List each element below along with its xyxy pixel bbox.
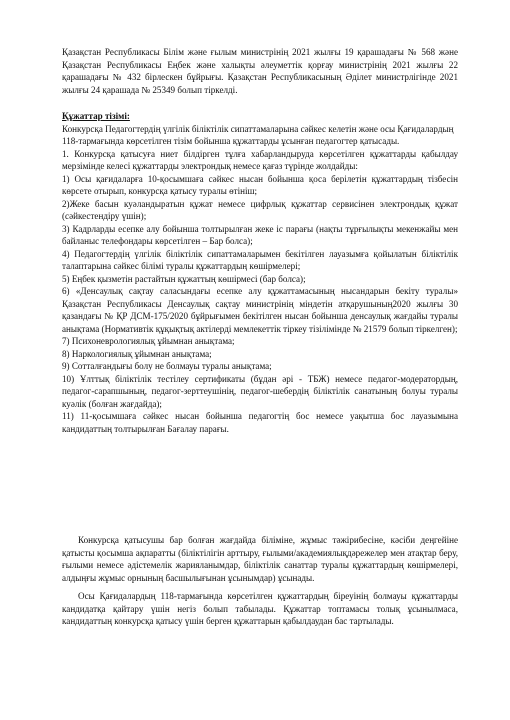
list-item: 9) Сотталғандығы болу не болмауы туралы анықтама;	[62, 361, 272, 371]
documents-preamble: Конкурсқа Педагогтердің үлгілік біліктілік сипаттамаларына сәйкес келетін және осы Қағидалардың 118-тармағында көрсетілген тізім бойынша құжаттарды ұсынған педагогтер қатысады.	[62, 123, 454, 146]
list-item: 2)Жеке басын куәландыратын құжат немесе цифрлық құжаттар сервисінен электрондық құжат (сәйкестендіру үшін);	[62, 198, 458, 221]
list-item: 10) Ұлттық біліктілік тестілеу сертификаты (бұдан әрі - ТБЖ) немесе педагог-модератордың, педагог-сарапшының, педагог-зерттеушінің, педагог-шебердің біліктілік санатының болуы туралы куәлік (болған жағдайда);	[62, 373, 458, 409]
blank-spacer	[62, 435, 458, 534]
list-item: 5) Еңбек қызметін растайтын құжаттың көшірмесі (бар болса);	[62, 273, 306, 284]
list-item: 8) Наркологиялық ұйымнан анықтама;	[62, 348, 212, 359]
list-item: 3) Кадрларды есепке алу бойынша толтырылған жеке іс парағы (нақты тұрғылықты мекенжайы мен байланыс телефондары көрсетілген – Бар болса);	[62, 223, 458, 246]
order-reference-paragraph: Қазақстан Республикасы Білім және ғылым министрінің 2021 жылғы 19 қарашадағы № 568 және Қазақстан Республикасы Еңбек және халықты әлеуметтік қорғау министрінің 2021 жылғы 22 қарашадағы № 432 бірлескен бұйрығы. Қазақстан Республикасының Әділет министрлігінде 2021 жылғы 24 қарашада № 25349 болып тіркелді.	[62, 47, 458, 95]
list-item: 11) 11-қосымшаға сәйкес нысан бойынша педагогтің бос немесе уақытша бос лауазымына кандидаттың толтырылған Бағалау парағы.	[62, 411, 458, 434]
list-item: 7) Психоневрологиялық ұйымнан анықтама;	[62, 336, 235, 346]
list-item: 1. Конкурсқа қатысуға ниет білдірген тұлға хабарландыруда көрсетілген құжаттарды қабылдау мерзімінде келесі құжаттарды электрондық немесе қағаз түрінде жолдайды:	[62, 148, 458, 171]
closing-paragraph: Осы Қағидалардың 118-тармағында көрсетілген құжаттардың біреуінің болмауы құжаттарды кандидатқа қайтару үшін негіз болып табылады. Құжаттар топтамасы толық ұсынылмаса, кандидаттың конкурсқа қатысу үшін берген құжаттарын қабылдаудан бас тартылады.	[62, 591, 458, 626]
closing-paragraph: Конкурсқа қатысушы бар болған жағдайда біліміне, жұмыс тәжірибесіне, кәсіби деңгейіне қатысты қосымша ақпаратты (біліктілігін арттыру, ғылыми/академиялықдәрежелер мен атақтар беру, ғылыми немесе әдістемелік жарияланымдар, біліктілік санаттар туралы құжаттардың көшірмелері, алдыңғы жұмыс орнының басшылығынан ұсынымдар) ұсынады.	[62, 535, 458, 583]
list-item: 4) Педагогтердің үлгілік біліктілік сипаттамаларымен бекітілген лауазымға қойылатын біліктілік талаптарына сәйкес білімі туралы құжаттардың көшірмелері;	[62, 248, 458, 271]
closing-section	[62, 534, 458, 628]
list-item: 6) «Денсаулық сақтау саласындағы есепке алу құжаттамасының нысандарын бекіту туралы» Қазақстан Республикасы Денсаулық сақтау министрінің міндетін атқарушының2020 жылғы 30 қазандағы № ҚР ДСМ-175/2020 бұйрығымен бекітілген нысан бойынша денсаулық жағдайы туралы анықтама (Нормативтік құқықтық актілерді мемлекеттік тіркеу тізілімінде № 21579 болып тіркелген);	[62, 286, 458, 334]
documents-list-title: Құжаттар тізімі:	[62, 111, 130, 121]
documents-list	[62, 148, 458, 436]
list-item: 1) Осы қағидаларға 10-қосымшаға сәйкес нысан бойынша қоса берілетін құжаттардың тізбесін көрсете отырып, конкурсқа қатысу туралы өтініш;	[62, 173, 458, 196]
